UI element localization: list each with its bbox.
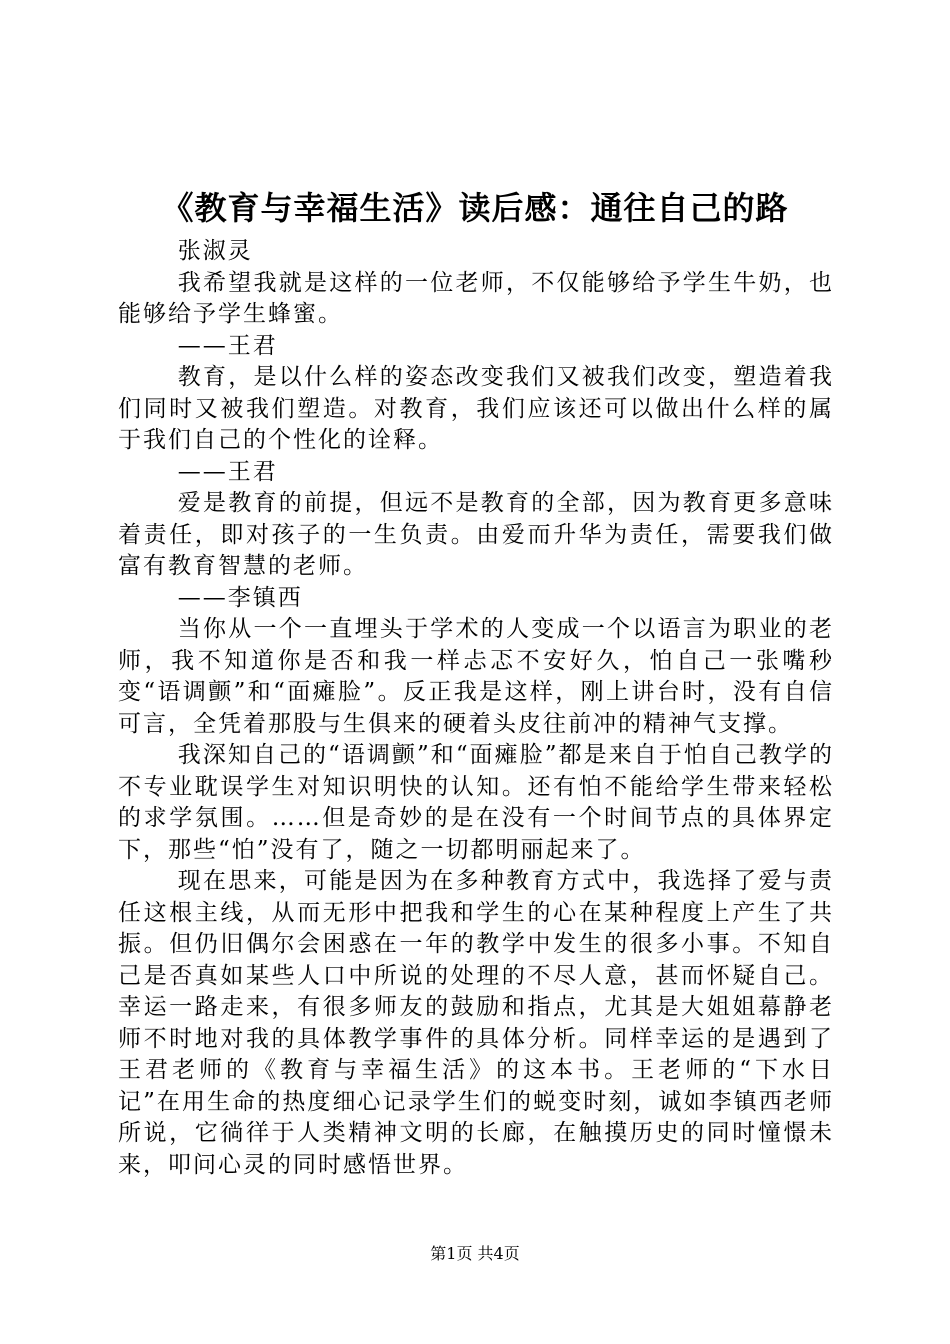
quote-attribution-3: ——李镇西 — [177, 584, 303, 611]
quote-attribution-1: ——王君 — [177, 332, 278, 359]
paragraph-body-2: 我深知自己的“语调颤”和“面瘫脸”都是来自于怕自己教学的不专业耽误学生对知识明快的认知。还有怕不能给学生带来轻松的求学氛围。……但是奇妙的是在没有一个时间节点的具体界定下，那些“怕”没有了，随之一切都明丽起来了。 — [118, 742, 834, 863]
paragraph-body-1: 当你从一个一直埋头于学术的人变成一个以语言为职业的老师，我不知道你是否和我一样忐忑不安好久，怕自己一张嘴秒变“语调颤”和“面瘫脸”。反正我是这样，刚上讲台时，没有自信可言，全凭着那股与生俱来的硬着头皮往前冲的精神气支撑。 — [118, 616, 834, 737]
paragraph-quote-3: 爱是教育的前提，但远不是教育的全部，因为教育更多意味着责任，即对孩子的一生负责。由爱而升华为责任，需要我们做富有教育智慧的老师。 — [118, 490, 834, 579]
document-body — [118, 236, 834, 1181]
quote-attribution-2: ——王君 — [177, 458, 278, 485]
paragraph-body-3: 现在思来，可能是因为在多种教育方式中，我选择了爱与责任这根主线，从而无形中把我和学生的心在某种程度上产生了共振。但仍旧偶尔会困惑在一年的教学中发生的很多小事。不知自己是否真如某些人口中所说的处理的不尽人意，甚而怀疑自己。幸运一路走来，有很多师友的鼓励和指点，尤其是大姐姐幕静老师不时地对我的具体教学事件的具体分析。同样幸运的是遇到了王君老师的《教育与幸福生活》的这本书。王老师的“下水日记”在用生命的热度细心记录学生们的蜕变时刻，诚如李镇西老师所说，它徜徉于人类精神文明的长廊，在触摸历史的同时憧憬未来，叩问心灵的同时感悟世界。 — [118, 868, 834, 1178]
author-name: 张淑灵 — [177, 238, 253, 264]
document-title: 《教育与幸福生活》读后感：通往自己的路 — [161, 189, 789, 227]
page-number-footer: 第1页 共4页 — [430, 1244, 520, 1263]
paragraph-quote-2: 教育，是以什么样的姿态改变我们又被我们改变，塑造着我们同时又被我们塑造。对教育，我们应该还可以做出什么样的属于我们自己的个性化的诠释。 — [118, 364, 834, 453]
paragraph-quote-1: 我希望我就是这样的一位老师，不仅能够给予学生牛奶，也能够给予学生蜂蜜。 — [118, 269, 834, 327]
